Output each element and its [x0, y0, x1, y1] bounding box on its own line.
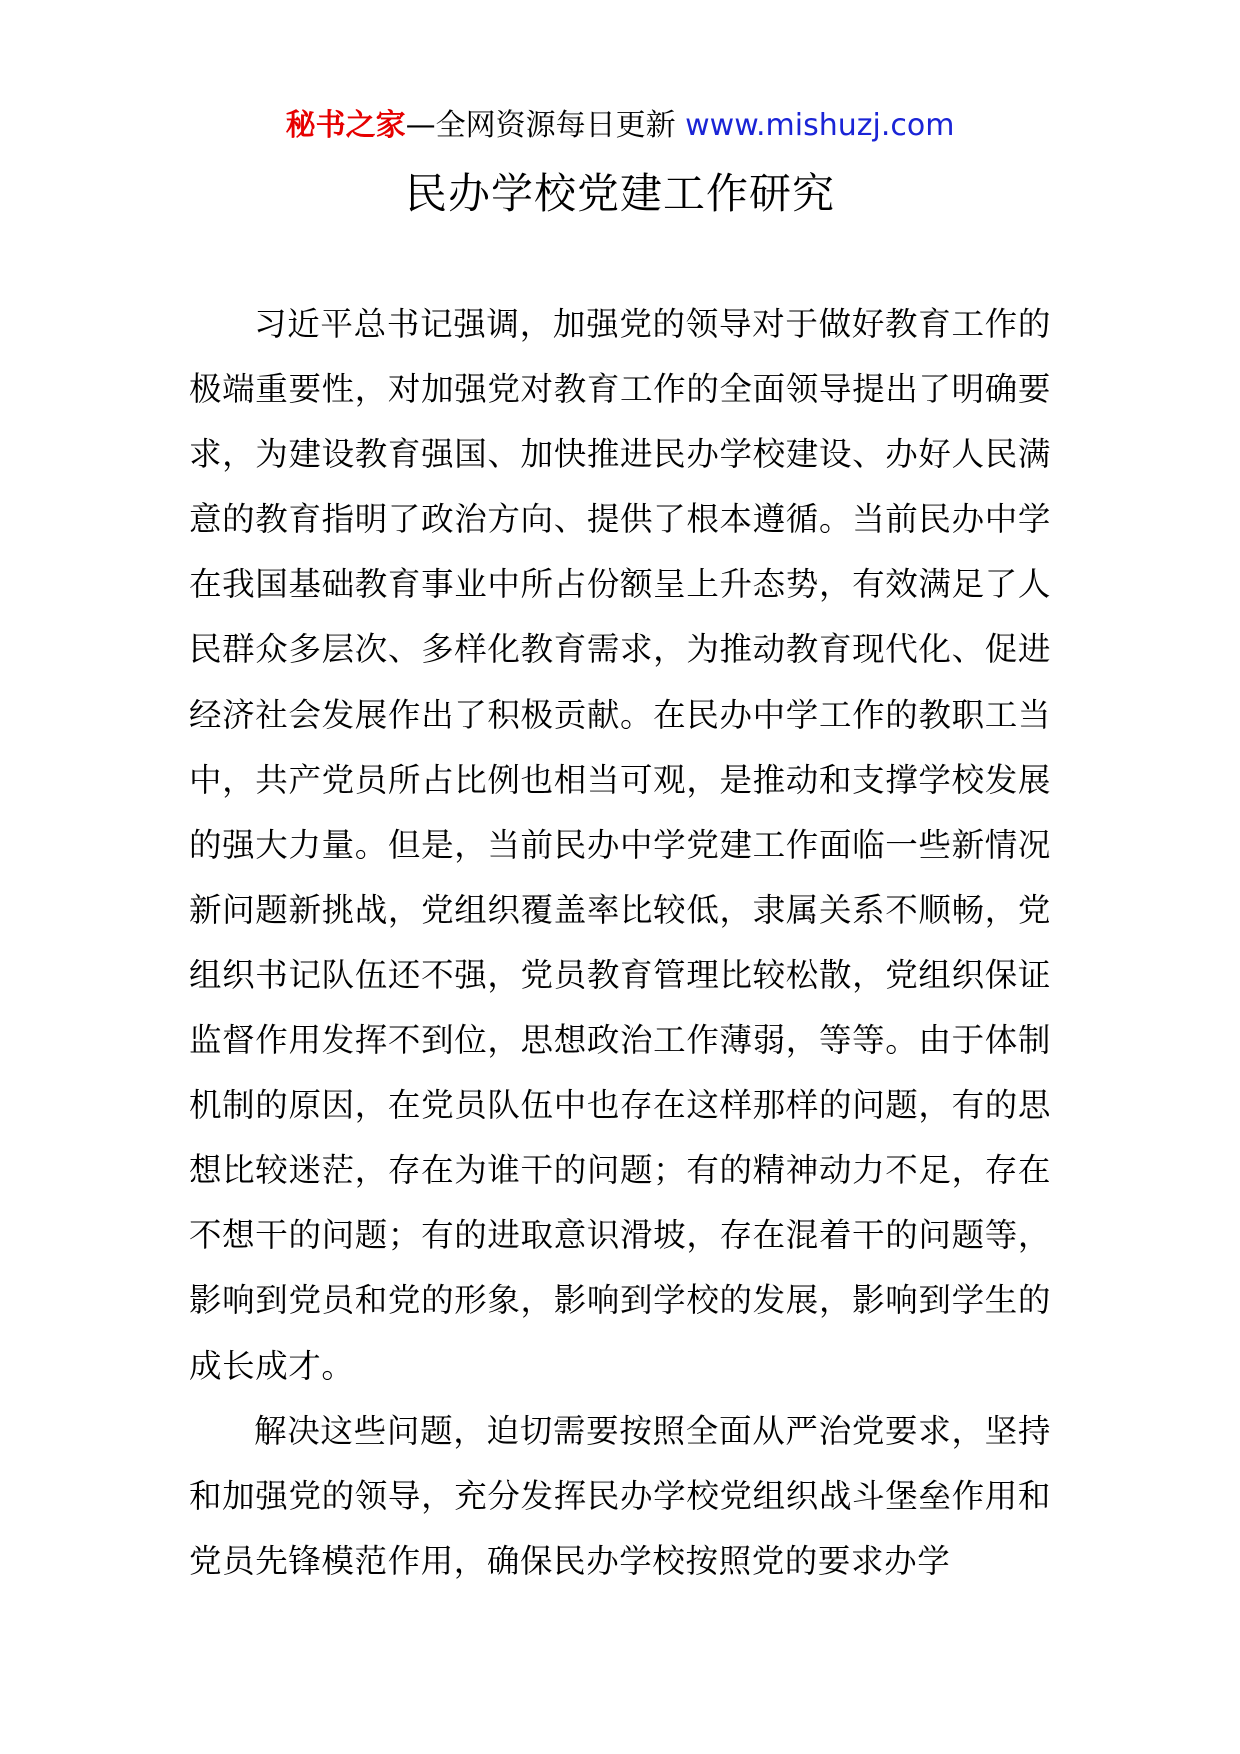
- site-header: [0, 104, 1240, 148]
- site-name: 秘书之家: [285, 108, 406, 143]
- paragraph-1: 习近平总书记强调，加强党的领导对于做好教育工作的极端重要性，对加强党对教育工作的全面领导提出了明确要求，为建设教育强国、加快推进民办学校建设、办好人民满意的教育指明了政治方向、提供了根本遵循。当前民办中学在我国基础教育事业中所占份额呈上升态势，有效满足了人民群众多层次、多样化教育需求，为推动教育现代化、促进经济社会发展作出了积极贡献。在民办中学工作的教职工当中，共产党员所占比例也相当可观，是推动和支撑学校发展的强大力量。但是，当前民办中学党建工作面临一些新情况新问题新挑战，党组织覆盖率比较低，隶属关系不顺畅，党组织书记队伍还不强，党员教育管理比较松散，党组织保证监督作用发挥不到位，思想政治工作薄弱，等等。由于体制机制的原因，在党员队伍中也存在这样那样的问题，有的思想比较迷茫，存在为谁干的问题；有的精神动力不足，存在不想干的问题；有的进取意识滑坡，存在混着干的问题等，影响到党员和党的形象，影响到学校的发展，影响到学生的成长成才。: [189, 305, 1051, 1385]
- paragraph-2: 解决这些问题，迫切需要按照全面从严治党要求，坚持和加强党的领导，充分发挥民办学校党组织战斗堡垒作用和党员先锋模范作用，确保民办学校按照党的要求办学: [189, 1411, 1051, 1580]
- document-body: [189, 292, 1051, 1594]
- site-url-link[interactable]: www.mishuzj.com: [685, 108, 955, 143]
- site-slogan: —全网资源每日更新: [405, 108, 686, 143]
- document-title: 民办学校党建工作研究: [404, 169, 835, 218]
